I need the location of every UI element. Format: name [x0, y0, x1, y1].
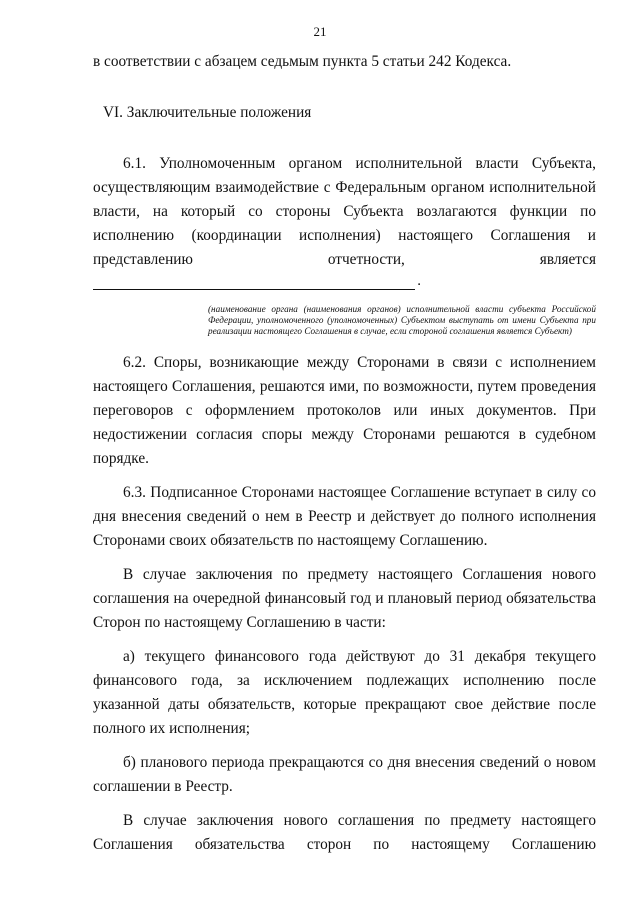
page-number: 21	[313, 24, 327, 39]
paragraph-item-a: а) текущего финансового года действуют до 31 декабря текущего финансового года, за исключением подлежащих исполнению после указанной даты обязательств, которые прекращают свое действие после полного их исполнения;	[93, 648, 596, 737]
paragraph-6-2: 6.2. Споры, возникающие между Сторонами в связи с исполнением настоящего Соглашения, решаются ими, по возможности, путем проведения переговоров с оформлением протоколов или иных документов. При недостижении согласия споры между Сторонами решаются в судебном порядке.	[93, 354, 596, 467]
blank-fill-line	[93, 272, 421, 296]
paragraph-new-agreement: В случае заключения по предмету настоящего Соглашения нового соглашения на очередной финансовый год и плановый период обязательства Сторон по настоящему Соглашению в части:	[93, 566, 596, 631]
paragraph-6-1: 6.1. Уполномоченным органом исполнительной власти Субъекта, осуществляющим взаимодействие с Федеральным органом исполнительной власти, на который со стороны Субъекта возлагаются функции по исполнению (координации исполнения) настоящего Соглашения и представлению отчетности, является	[93, 155, 596, 268]
document-body	[93, 50, 596, 857]
footnote-authority-name: (наименование органа (наименования органов) исполнительной власти субъекта Российской Федерации, уполномоченного (уполномоченных) Субъектом выступать от имени Субъекта при реализации настоящего Соглашения в случае, если стороной соглашения является Субъект)	[208, 304, 596, 336]
underline-rule	[93, 289, 415, 290]
paragraph-continuation: в соответствии с абзацем седьмым пункта 5 статьи 242 Кодекса.	[93, 53, 512, 70]
section-heading: VI. Заключительные положения	[103, 104, 312, 121]
paragraph-item-b: б) планового периода прекращаются со дня внесения сведений о новом соглашении в Реестр.	[93, 754, 596, 795]
paragraph-new-agreement-2: В случае заключения нового соглашения по предмету настоящего Соглашения обязательства сторон по настоящему Соглашению	[93, 812, 596, 853]
paragraph-6-3: 6.3. Подписанное Сторонами настоящее Соглашение вступает в силу со дня внесения сведений о нем в Реестр и действует до полного исполнения Сторонами своих обязательств по настоящему Соглашению.	[93, 484, 596, 549]
blank-line-period: .	[417, 273, 421, 289]
